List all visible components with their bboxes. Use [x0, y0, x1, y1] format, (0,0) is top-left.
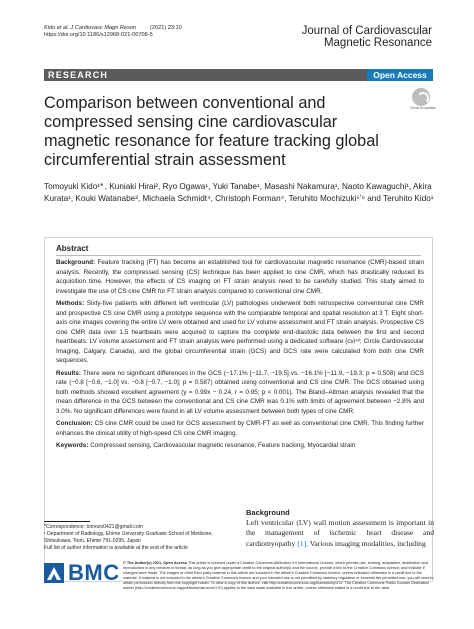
- keywords-label: Keywords:: [56, 442, 89, 449]
- conclusion-text: CS cine CMR could be used for GCS assessment by CMR-FT as well as conventional cine CMR. This finding further enhances the clinical utility of high-speed CS cine CMR imaging.: [56, 420, 425, 437]
- article-title: Comparison between conventional and compressed sensing cine cardiovascular magnetic resonance for feature tracking global circumferential strain assessment: [44, 94, 379, 169]
- bmc-logo: [44, 560, 120, 587]
- author-list: Tomoyuki Kido¹* , Kuniaki Hirai², Ryo Ogawa¹, Yuki Tanabe¹, Masashi Nakamura¹, Naoto Kawaguchi¹, Akira Kurata¹, Kouki Watanabe³, Michaela Schmidt⁴, Christoph Forman⁴, Teruhito Mochizuki⁵ʼ⁶ and Teruhito Kido¹: [44, 182, 434, 203]
- background-text: Feature tracking (FT) has become an established tool for cardiovascular magnetic resonance (CMR)-based strain analysis. Recently, the compressed sensing (CS) technique has been applied to cine CMR, which has drastically reduced its acquisition time. However, the effects of CS imaging on FT strain analysis need to be carefully studied. This study aimed to investigate the use of CS cine CMR for FT strain analysis compared to conventional cine CMR.: [56, 259, 424, 295]
- footnote-divider: [44, 521, 90, 522]
- footnotes: [44, 521, 224, 552]
- citation-year: (2021) 23:10: [150, 25, 182, 31]
- citation-line: Kido et al. J Cardiovasc Magn Reson: [44, 25, 137, 31]
- open-access-badge: Open Access: [367, 69, 433, 81]
- reference-link[interactable]: [1]: [297, 538, 307, 548]
- background-body-end: . Various imaging modalities, including: [306, 538, 426, 548]
- abstract-methods: [56, 299, 424, 366]
- results-label: Results:: [56, 369, 82, 377]
- check-for-updates-label: Check for updates: [410, 106, 436, 110]
- crossmark-icon: [412, 88, 430, 106]
- conclusion-label: Conclusion:: [56, 420, 93, 427]
- doi-link[interactable]: https://doi.org/10.1186/s12968-021-00708-5: [44, 32, 153, 38]
- abstract-divider: [56, 255, 421, 256]
- abstract-keywords: [56, 441, 424, 451]
- check-for-updates-button[interactable]: [410, 88, 436, 114]
- license-text: [123, 561, 434, 592]
- background-label: Background:: [56, 259, 96, 266]
- abstract-background: [56, 258, 424, 296]
- license-body: This article is licensed under a Creative Commons Attribution 4.0 International License, which permits use, sharing, adaptation, distribution and reproduction in any medium or format, as long as you give appropriate credit to the original author(s) and the source, provide a link to the Creative Commons licence, and indicate if changes were made. The images or other third party material in this article are included in the article's Creative Commons licence, unless indicated otherwise in a credit line to the material. If material is not included in the article's Creative Commons licence and your intended use is not permitted by statutory regulation or exceeds the permitted use, you will need to obtain permission directly from the copyright holder. To view a copy of this licence, visit http://creativecommons.org/licenses/by/4.0/. The Creative Commons Public Domain Dedication waiver (http://creativecommons.org/publicdomain/zero/1.0/) applies to the data made available in this article, unless otherwise stated in a credit line to the data.: [123, 561, 434, 591]
- correspondence-note[interactable]: *Correspondence: tomozo0421@gmail.com: [44, 524, 143, 530]
- background-heading: Background: [246, 508, 290, 517]
- background-body-start: Left ventricular (LV) wall motion assessment is important in the management of ischemic heart disease and cardiomyopathy: [246, 518, 434, 548]
- abstract-conclusion: [56, 419, 424, 438]
- bmc-mark-icon: [44, 563, 64, 583]
- running-head: [44, 25, 182, 39]
- author-info-note: Full list of author information is available at the end of the article: [44, 545, 188, 551]
- methods-label: Methods:: [56, 300, 85, 307]
- affiliation-note: ¹ Department of Radiology, Ehime University Graduate School of Medicine, Shitsukawa, Toon, Ehime 791-0295, Japan: [44, 531, 213, 544]
- methods-text: Sixty-five patients with different left ventricular (LV) pathologies underwent both retrospective conventional cine CMR and prospective CS cine CMR using a prototype sequence with the comparable temporal and spatial resolution at 3 T. Eight short-axis cine images covering the entire LV were obtained and used for LV volume assessment and FT strain analysis. Prospective CS cine CMR data over 1.5 heartbeats were acquired to capture the complete end-diastolic data between the first and second heartbeats. LV volume assessment and FT strain analysis were performed using a dedicated software (cvi⁴²; Circle Cardiovascular Imaging, Calgary, Canada), and the global circumferential strain (GCS) and GCS rate were calculated from both cine CMR sequences.: [56, 300, 424, 364]
- article-type-label: RESEARCH: [48, 70, 109, 80]
- section-bar: [44, 69, 433, 81]
- abstract-heading: Abstract: [56, 244, 89, 253]
- bmc-wordmark: BMC: [68, 560, 120, 585]
- results-text: There were no significant differences in the GCS (−17.1% [−11.7, −19.5] vs. −16.1% [−11.9, −19.3; p = 0.508) and GCS rate (−0.8 [−0.6, −1.0] vs. −0.8 [−0.7, −1.0]; p = 0.587) obtained using conventional and CS cine CMR. The GCS obtained using both methods showed excellent agreement (y = 0.99x − 0.24, r = 0.95; p < 0.001). The Bland–Altman analysis revealed that the mean difference in the GCS between the conventional and CS cine CMR was 0.1% with limits of agreement between −2.8% and 3.0%. No significant differences were found in all LV volume assessment between both types of cine CMR.: [56, 369, 424, 415]
- license-heading: © The Author(s) 2021. Open Access: [123, 561, 188, 565]
- journal-name: Journal of Cardiovascular Magnetic Resonance: [301, 25, 432, 49]
- keywords-text: Compressed sensing, Cardiovascular magnetic resonance, Feature tracking, Myocardial strain: [90, 442, 356, 449]
- background-paragraph: [246, 518, 434, 549]
- abstract-results: [56, 369, 424, 417]
